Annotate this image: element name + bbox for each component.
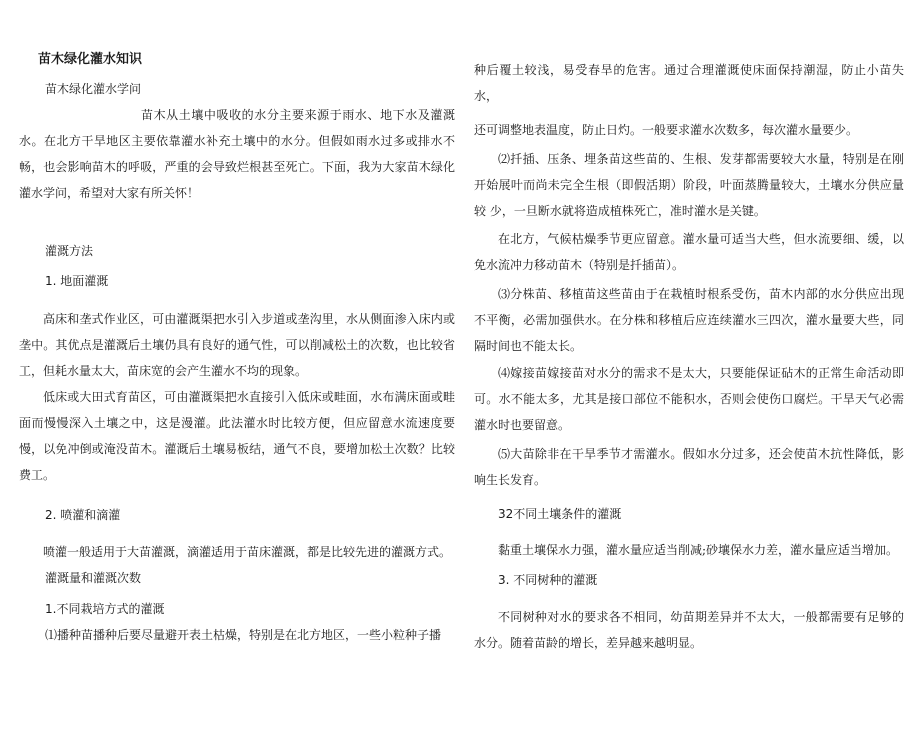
sow-paragraph-continued-2: 还可调整地表温度，防止日灼。一般要求灌水次数多，每次灌水量要少。 [474,123,859,137]
heading-amount: 灌溉量和灌溉次数 [45,571,142,585]
intro-paragraph: 苗木从土壤中吸收的水分主要来源于雨水、地下水及灌溉水。在北方干旱地区主要依靠灌水补充土壤中的水分。但假如雨水过多或排水不畅，也会影响苗木的呼吸，严重的会导致烂根甚至死亡。下面，我为大家苗木绿化灌水学问，希望对大家有所关怀！ [19,108,455,200]
heading-method: 灌溉方法 [45,244,94,258]
graft-paragraph: ⑷嫁接苗嫁接苗对水分的需求不是太大，只要能保证砧木的正常生命活动即可。水不能太多，尤其是接口部位不能积水，否则会使伤口腐烂。干旱天气必需灌水时也要留意。 [474,366,904,432]
sow-paragraph: ⑴播种苗播种后要尽量避开表土枯燥，特别是在北方地区，一些小粒种子播 [45,628,442,642]
heading-cultivation: 1.不同栽培方式的灌溉 [45,602,165,616]
subtitle: 苗木绿化灌水学问 [45,82,142,96]
heading-spray: 2. 喷灌和滴灌 [45,508,121,522]
document-title: 苗木绿化灌水知识 [38,52,143,67]
heading-soil: 32不同土壤条件的灌溉 [498,507,622,521]
spray-paragraph: 喷灌一般适用于大苗灌溉，滴灌适用于苗床灌溉，都是比较先进的灌溉方式。 [43,545,452,559]
ground-paragraph-2: 低床或大田式育苗区，可由灌溉渠把水直接引入低床或畦面，水布满床面或畦面而慢慢深入土壤之中，这是漫灌。此法灌水时比较方便，但应留意水流速度要慢，以免冲倒或淹没苗木。灌溉后土壤易板结，通气不良，要增加松土次数？比较费工。 [19,390,455,482]
heading-tree: 3. 不同树种的灌溉 [498,573,598,587]
soil-paragraph: 黏重土壤保水力强，灌水量应适当削减;砂壤保水力差，灌水量应适当增加。 [498,543,899,557]
heading-ground: 1. 地面灌溉 [45,274,109,288]
tree-paragraph: 不同树种对水的要求各不相同，幼苗期差异并不太大，一般都需要有足够的水分。随着苗龄的增长，差异越来越明显。 [474,610,904,650]
cutting-paragraph: ⑵扦插、压条、埋条苗这些苗的、生根、发芽都需要较大水量，特别是在刚开始展叶而尚未完全生根（即假活期）阶段，叶面蒸腾量较大，土壤水分供应量较 少，一旦断水就将造成植株死亡，准时灌水是关键。 [474,152,904,218]
north-paragraph: 在北方，气候枯燥季节更应留意。灌水量可适当大些，但水流要细、缓，以免水流冲力移动苗木（特别是扦插苗）。 [474,232,904,272]
ground-paragraph-1: 高床和垄式作业区，可由灌溉渠把水引入步道或垄沟里，水从侧面渗入床内或垄中。其优点是灌溉后土壤仍具有良好的通气性，可以削减松土的次数，也比较省工，但耗水量太大，苗床宽的会产生灌水不均的现象。 [19,312,455,378]
sow-paragraph-continued: 种后覆土较浅，易受春旱的危害。通过合理灌溉使床面保持潮湿，防止小苗失水， [474,63,904,103]
transplant-paragraph: ⑶分株苗、移植苗这些苗由于在栽植时根系受伤，苗木内部的水分供应出现不平衡，必需加强供水。在分株和移植后应连续灌水三四次，灌水量要大些，同隔时间也不能太长。 [474,287,904,353]
big-seedling-paragraph: ⑸大苗除非在干旱季节才需灌水。假如水分过多，还会使苗木抗性降低，影响生长发育。 [474,447,904,487]
